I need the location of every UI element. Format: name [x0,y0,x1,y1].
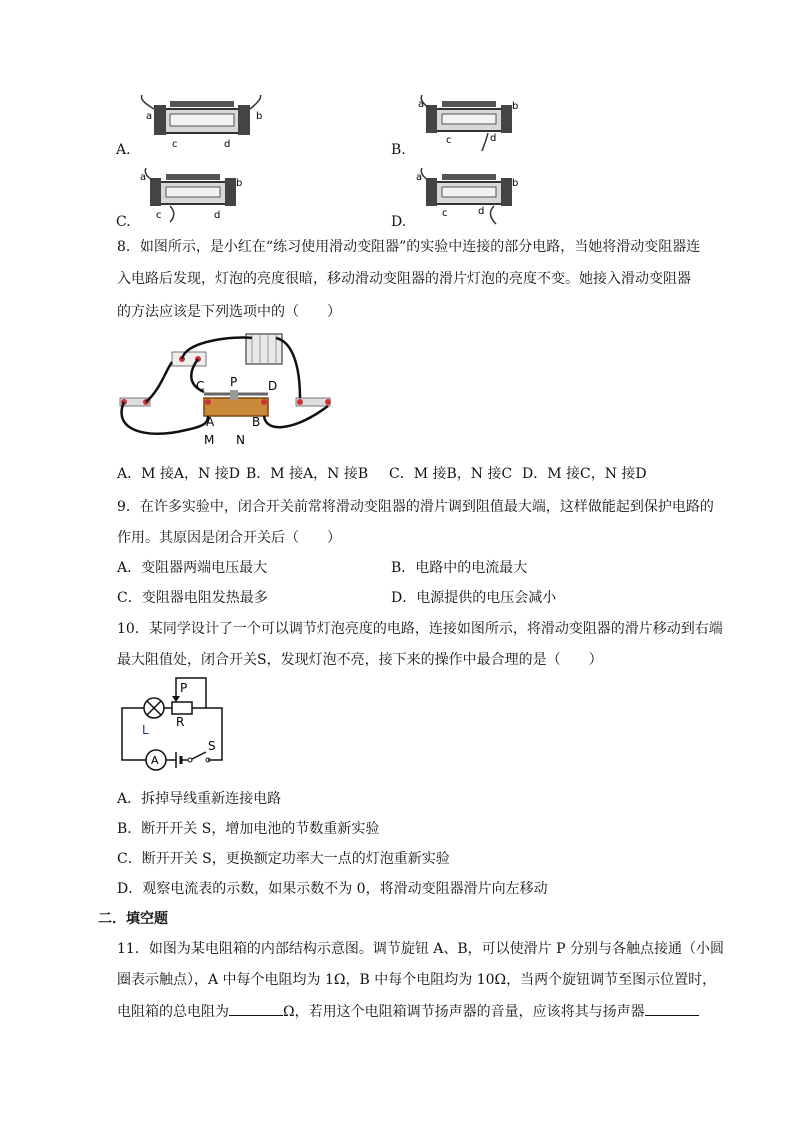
q8-label-m: M [204,433,215,447]
q11-line-2: 圈表示触点），A 中每个电阻均为 1Ω，B 中每个电阻均为 10Ω，当两个旋钮调节至图示位置时， [117,972,717,988]
q7-b-end-c: c [446,135,452,146]
q9-option-a: A．变阻器两端电压最大 [117,560,268,576]
q7-option-c-figure [140,168,250,228]
q7-option-d-letter: D. [391,214,407,230]
q8-label-p: P [230,375,238,389]
q8-label-b: B [252,415,261,429]
q9-option-d: D．电源提供的电压会减小 [391,590,557,606]
q11-line-3 [117,1001,699,1022]
q11-line-3-part-1: 电阻箱的总电阻为 [117,1004,229,1020]
q7-a-end-c: c [172,139,178,150]
q11-line-1: 11．如图为某电阻箱的内部结构示意图。调节旋钮 A、B，可以使滑片 P 分别与各触点接通（小圆 [117,941,724,957]
q8-label-a: A [206,415,215,429]
q7-b-end-a: a [418,99,425,110]
q7-a-end-a: a [146,111,153,122]
q8-line-2: 入电路后发现，灯泡的亮度很暗，移动滑动变阻器的滑片灯泡的亮度不变。她接入滑动变阻器 [117,271,691,287]
q7-d-end-a: a [416,172,423,183]
q10-option-b: B．断开开关 S，增加电池的节数重新实验 [117,821,380,837]
q7-a-end-d: d [224,139,231,150]
q10-line-2: 最大阻值处，闭合开关S，发现灯泡不亮，接下来的操作中最合理的是（ ） [117,652,603,668]
q8-option-b: B．M 接A，N 接B [246,466,369,482]
q7-b-end-d: d [490,133,497,144]
q11-line-3-part-2: Ω，若用这个电阻箱调节扬声器的音量，应该将其与扬声器 [283,1004,645,1020]
q7-d-end-c: c [442,208,448,219]
q11-answer-blank-1[interactable] [229,1001,283,1016]
q7-option-d-figure [416,168,526,228]
q11-answer-blank-2[interactable] [645,1001,699,1016]
q7-c-end-a: a [140,172,147,183]
q7-c-end-d: d [214,210,221,221]
q10-circuit-figure [116,674,226,774]
q10-option-d: D．观察电流表的示数，如果示数不为 0，将滑动变阻器滑片向左移动 [117,881,548,897]
q8-label-n: N [236,433,245,447]
q7-option-c-letter: C. [116,214,131,230]
section-2-title: 二．填空题 [98,911,168,927]
q8-option-a: A．M 接A，N 接D [117,466,240,482]
q7-b-end-b: b [512,101,519,112]
q10-label-r: R [176,715,185,729]
q8-option-c: C．M 接B，N 接C [389,466,513,482]
q7-option-b-letter: B. [391,142,406,158]
q9-line-2: 作用。其原因是闭合开关后（ ） [117,530,341,546]
q8-line-3: 的方法应该是下列选项中的（ ） [117,304,341,320]
q9-option-b: B．电路中的电流最大 [391,560,528,576]
q8-label-c: C [196,379,205,393]
q7-d-end-d: d [478,206,485,217]
q10-label-p: P [180,681,188,695]
q10-label-a: A [151,754,159,767]
q10-label-l: L [142,723,149,737]
q7-d-end-b: b [512,178,519,189]
q7-option-a-figure [140,95,270,155]
q8-circuit-figure [116,330,336,450]
q8-label-d: D [268,379,278,393]
q7-c-end-c: c [156,210,162,221]
q7-a-end-b: b [256,111,263,122]
q8-line-1: 8．如图所示，是小红在“练习使用滑动变阻器”的实验中连接的部分电路，当她将滑动变阻器连 [117,239,701,255]
q9-line-1: 9．在许多实验中，闭合开关前常将滑动变阻器的滑片调到阻值最大端，这样做能起到保护电路的 [117,499,714,515]
q9-option-c: C．变阻器电阻发热最多 [117,590,268,606]
q10-line-1: 10．某同学设计了一个可以调节灯泡亮度的电路，连接如图所示，将滑动变阻器的滑片移动到右端 [117,621,723,637]
q7-option-a-letter: A. [116,142,131,158]
q7-option-b-figure [416,95,526,155]
q10-option-c: C．断开开关 S，更换额定功率大一点的灯泡重新实验 [117,851,450,867]
q10-option-a: A．拆掉导线重新连接电路 [117,791,282,807]
q8-option-d: D．M 接C，N 接D [522,466,647,482]
q10-label-s: S [208,739,216,753]
q7-c-end-b: b [236,178,243,189]
